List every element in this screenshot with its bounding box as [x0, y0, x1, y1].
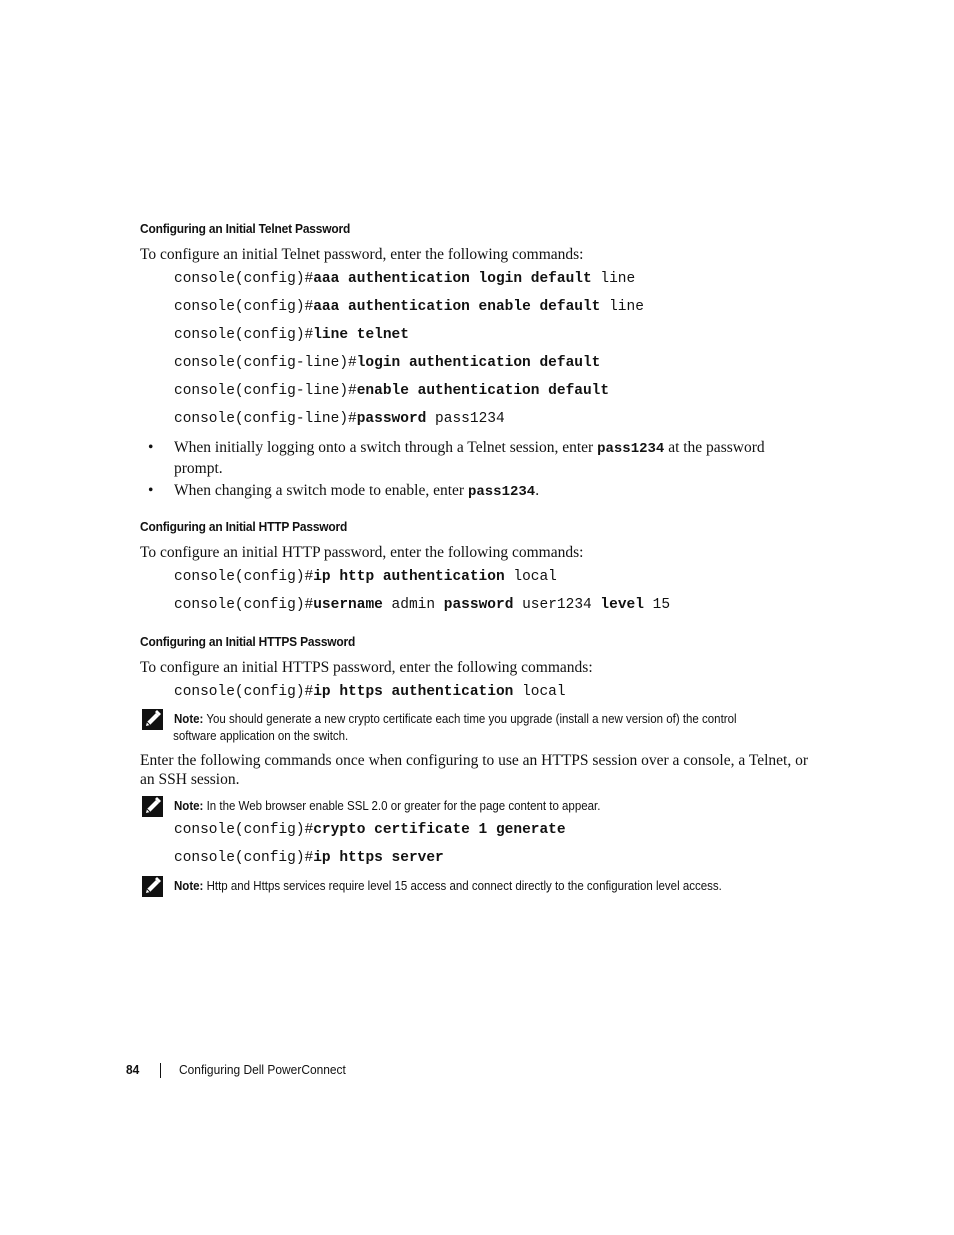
command-line: console(config)#aaa authentication enable default line: [174, 299, 644, 315]
command-line: console(config-line)#enable authentication default: [174, 383, 610, 399]
command-line: console(config)#ip http authentication local: [174, 569, 557, 585]
bullet-dot: •: [148, 482, 154, 499]
note-block: [142, 711, 822, 747]
command-line: console(config-line)#login authentication default: [174, 355, 601, 371]
pencil-note-icon: [142, 709, 163, 730]
note-text: Note: Http and Https services require level 15 access and connect directly to the configuration level access.: [174, 879, 722, 893]
command-line: console(config)#aaa authentication login default line: [174, 271, 636, 287]
footer-divider: [160, 1063, 161, 1078]
command-line: console(config)#crypto certificate 1 generate: [174, 822, 566, 838]
telnet-intro: To configure an initial Telnet password, enter the following commands:: [140, 246, 584, 263]
bullet-text: When changing a switch mode to enable, enter pass1234.: [174, 482, 540, 500]
pencil-note-icon: [142, 796, 163, 817]
page-number: 84: [126, 1062, 140, 1077]
bullet-item: [148, 481, 798, 501]
http-heading: Configuring an Initial HTTP Password: [140, 519, 348, 534]
command-line: console(config)#ip https server: [174, 850, 444, 866]
bullet-dot: •: [148, 439, 154, 456]
command-line: console(config)#username admin password user1234 level 15: [174, 597, 671, 613]
footer-title: Configuring Dell PowerConnect: [179, 1062, 346, 1077]
http-intro: To configure an initial HTTP password, enter the following commands:: [140, 544, 584, 561]
command-line: console(config)#ip https authentication local: [174, 684, 566, 700]
note-text: Note: You should generate a new crypto certificate each time you upgrade (install a new version of) the control software application on the switch.: [173, 712, 737, 743]
pencil-note-icon: [142, 876, 163, 897]
note-text: Note: In the Web browser enable SSL 2.0 or greater for the page content to appear.: [174, 799, 601, 813]
https-intro: To configure an initial HTTPS password, enter the following commands:: [140, 659, 593, 676]
bullet-text: When initially logging onto a switch through a Telnet session, enter pass1234 at the password prompt.: [174, 439, 765, 477]
telnet-heading: Configuring an Initial Telnet Password: [140, 221, 351, 236]
bullet-item: [148, 438, 798, 478]
note-block: [142, 878, 822, 898]
command-line: console(config)#line telnet: [174, 327, 409, 343]
https-heading: Configuring an Initial HTTPS Password: [140, 634, 356, 649]
https-paragraph: Enter the following commands once when configuring to use an HTTPS session over a console, a Telnet, or an SSH session.: [140, 752, 808, 788]
command-line: console(config-line)#password pass1234: [174, 411, 505, 427]
note-block: [142, 798, 822, 818]
